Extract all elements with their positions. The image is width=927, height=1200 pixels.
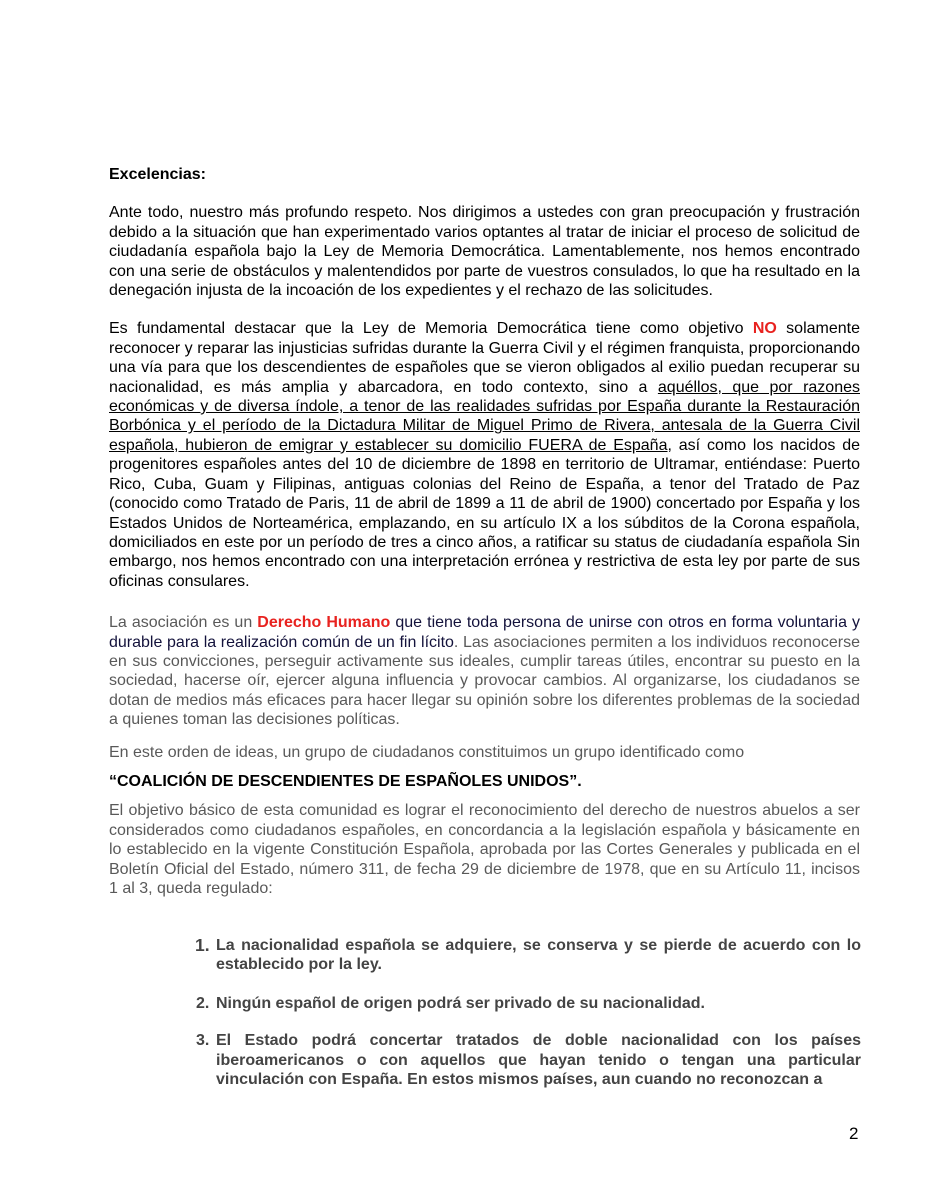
list-item-number: 2. [196,994,210,1012]
list-item-text: Ningún español de origen podrá ser privado de su nacionalidad. [216,994,705,1012]
constitution-article-list [195,935,861,1089]
paragraph-association-definition: que tiene toda persona de unirse con otros en forma voluntaria y durable para la realización común de un fin lícito [109,614,861,651]
paragraph-law-objective [109,319,860,591]
page-number: 2 [849,1124,859,1143]
list-item-number: 3. [196,1032,210,1050]
paragraph-law-text-3: así como los nacidos de progenitores españoles antes del 10 de diciembre de 1898 en territorio de Ultramar, entiéndase: Puerto Rico, Cuba, Guam y Filipinas, antiguas colonias del Reino de España, a tenor del Tratado de Paz (conocido como Tratado de Paris, 11 de abril de 1899 a 11 de abril de 1900) concertado por España y los Estados Unidos de Norteamérica, emplazando, en su artículo IX a los súbditos de la Corona española, domiciliados en este por un período de tres a cinco años, a ratificar su status de ciudadanía española Sin embargo, nos hemos encontrado con una interpretación errónea y restrictiva de esta ley por parte de sus oficinas consulares. [109,436,860,590]
list-item-text: El Estado podrá concertar tratados de doble nacionalidad con los países iberoamericanos o con aquellos que hayan tenido o tengan una particular vinculación con España. En estos mismos países, aun cuando no reconozcan a [216,1032,861,1089]
document-body [109,165,860,898]
list-item-number: 1. [195,935,210,955]
list-item [196,994,861,1013]
paragraph-association [109,613,860,729]
list-item [195,935,861,975]
paragraph-group-intro: En este orden de ideas, un grupo de ciudadanos constituimos un grupo identificado como [109,743,745,761]
emphasis-no: NO [752,320,777,338]
paragraph-objective: El objetivo básico de esta comunidad es lograr el reconocimiento del derecho de nuestros abuelos a ser considerados como ciudadanos españoles, en concordancia a la legislación española y básicamente en lo establecido en la vigente Constitución Española, aprobada por las Cortes Generales y publicada en el Boletín Oficial del Estado, número 311, de fecha 29 de diciembre de 1978, que en su Artículo 11, incisos 1 al 3, queda regulado: [109,802,860,897]
paragraph-intro: Ante todo, nuestro más profundo respeto. Nos dirigimos a ustedes con gran preocupación y frustración debido a la situación que han experimentado varios optantes al tratar de iniciar el proceso de solicitud de ciudadanía española bajo la Ley de Memoria Democrática. Lamentablemente, nos hemos encontrado con una serie de obstáculos y malentendidos por parte de vuestros consulados, lo que ha resultado en la denegación injusta de la incoación de los expedientes y el rechazo de las solicitudes. [109,204,860,300]
paragraph-association-text-1: La asociación es un [109,614,258,632]
greeting: Excelencias: [109,166,206,183]
paragraph-association-text-2: . Las asociaciones permiten a los individuos reconocerse en sus convicciones, perseguir activamente sus ideales, cumplir tareas útiles, encontrar su puesto en la sociedad, hacerse oír, ejercer alguna influencia y provocar cambios. Al organizarse, los ciudadanos se dotan de medios más eficaces para hacer llegar su opinión sobre los diferentes problemas de la sociedad a quienes toman las decisiones políticas. [109,633,860,729]
list-item-text: La nacionalidad española se adquiere, se conserva y se pierde de acuerdo con lo establecido por la ley. [216,937,861,974]
paragraph-law-text-1: Es fundamental destacar que la Ley de Memoria Democrática tiene como objetivo [109,320,753,338]
underlined-emigrants-clause: aquéllos, que por razones económicas y de diversa índole, a tenor de las realidades sufridas por España durante la Restauración Borbónica y el período de la Dictadura Militar de Miguel Primo de Rivera, antesala de la Guerra Civil española, hubieron de emigrar y establecer su domicilio FUERA de España, [109,378,860,454]
list-item [196,1031,861,1089]
emphasis-human-right: Derecho Humano [257,614,391,632]
paragraph-law-text-2: solamente reconocer y reparar las injusticias sufridas durante la Guerra Civil y el régimen franquista, proporcionando una vía para que los descendientes de españoles que se vieron obligados al exilio puedan recuperar su nacionalidad, es más amplia y abarcadora, en todo contexto, sino a [109,320,860,396]
coalition-name: “COALICIÓN DE DESCENDIENTES DE ESPAÑOLES UNIDOS”. [109,772,582,790]
